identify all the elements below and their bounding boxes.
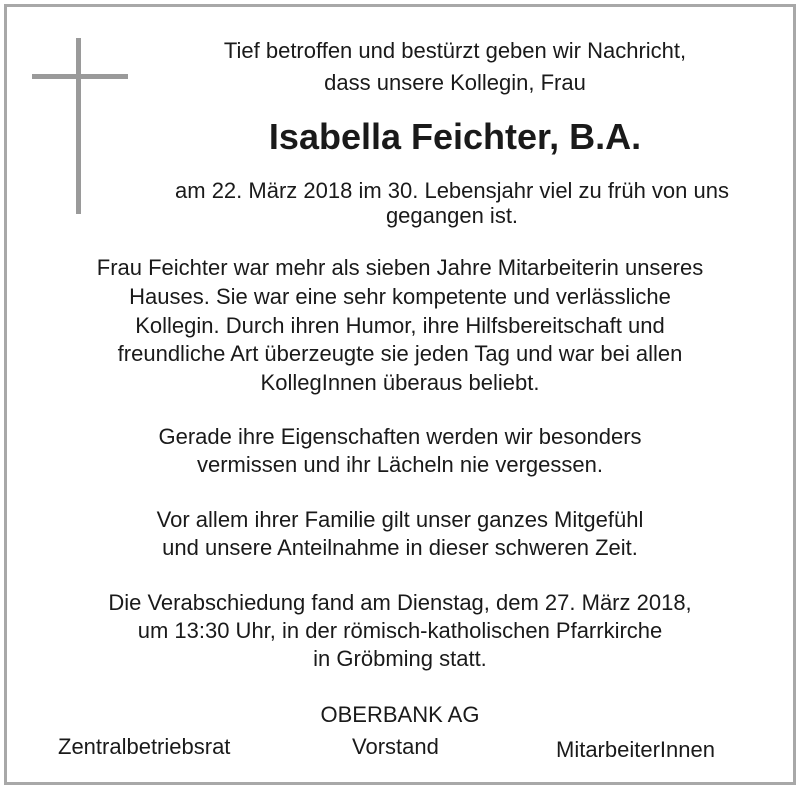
death-line-1: am 22. März 2018 im 30. Lebensjahr viel zu früh von uns — [175, 178, 729, 203]
paragraph4-line-1: Die Verabschiedung fand am Dienstag, dem 27. März 2018, — [108, 590, 692, 615]
signature-board: Vorstand — [352, 734, 439, 759]
intro-line-2: dass unsere Kollegin, Frau — [324, 70, 586, 95]
paragraph1-line-5: KollegInnen überaus beliebt. — [260, 370, 540, 395]
deceased-name: Isabella Feichter, B.A. — [268, 116, 642, 157]
paragraph2-line-2: vermissen und ihr Lächeln nie vergessen. — [196, 452, 603, 477]
paragraph3-line-2: und unsere Anteilnahme in dieser schweren Zeit. — [162, 535, 638, 560]
paragraph4-line-2: um 13:30 Uhr, in der römisch-katholischen Pfarrkirche — [137, 618, 663, 643]
signature-company: OBERBANK AG — [320, 702, 480, 727]
paragraph1-line-4: freundliche Art überzeugte sie jeden Tag und war bei allen — [117, 341, 683, 366]
intro-line-1: Tief betroffen und bestürzt geben wir Nachricht, — [223, 38, 687, 63]
paragraph3-line-1: Vor allem ihrer Familie gilt unser ganzes Mitgefühl — [156, 507, 644, 532]
paragraph1-line-3: Kollegin. Durch ihren Humor, ihre Hilfsbereitschaft und — [135, 313, 665, 338]
death-line-2: gegangen ist. — [385, 203, 519, 228]
paragraph4-line-3: in Gröbming statt. — [313, 646, 487, 671]
signature-works-council: Zentralbetriebsrat — [58, 734, 231, 759]
paragraph1-line-2: Hauses. Sie war eine sehr kompetente und verlässliche — [129, 284, 671, 309]
paragraph2-line-1: Gerade ihre Eigenschaften werden wir besonders — [158, 424, 642, 449]
signature-employees: MitarbeiterInnen — [556, 737, 715, 762]
paragraph1-line-1: Frau Feichter war mehr als sieben Jahre Mitarbeiterin unseres — [96, 255, 704, 280]
